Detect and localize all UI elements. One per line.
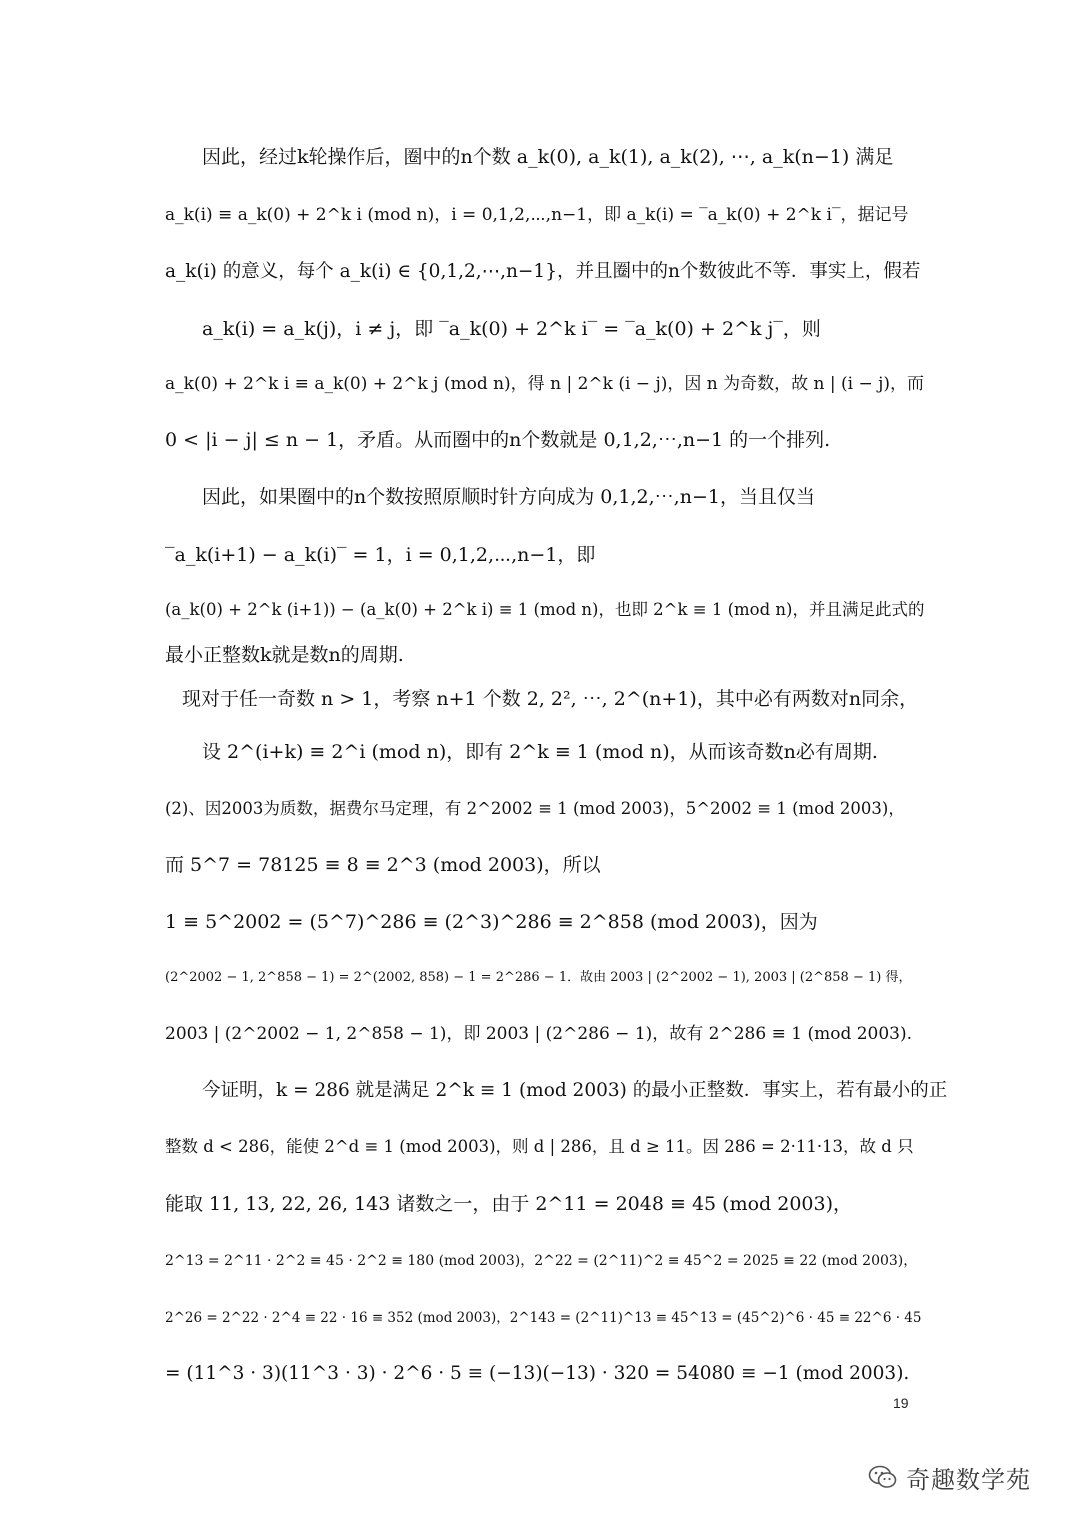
text-line-9: (a_k(0) + 2^k (i+1)) − (a_k(0) + 2^k i) ≡ 1 (mod n)，也即 2^k ≡ 1 (mod n)，并且满足此式的 — [165, 600, 925, 619]
text-line-20: 能取 11, 13, 22, 26, 143 诸数之一，由于 2^11 = 2048 ≡ 45 (mod 2003)， — [165, 1193, 852, 1215]
text-line-10: 最小正整数k就是数n的周期. — [165, 644, 404, 666]
text-line-8: ‾a_k(i+1) − a_k(i)‾ = 1，i = 0,1,2,⋯,n−1，即 — [165, 544, 596, 566]
page-number: 19 — [893, 1395, 909, 1411]
text-line-4: a_k(i) = a_k(j)，i ≠ j，即 ‾a_k(0) + 2^k i‾ = ‾a_k(0) + 2^k j‾，则 — [202, 318, 821, 340]
watermark-text: 奇趣数学苑 — [906, 1465, 1031, 1494]
text-line-14: 而 5^7 = 78125 ≡ 8 ≡ 2^3 (mod 2003)，所以 — [165, 854, 601, 876]
text-line-22: 2^26 = 2^22 · 2^4 ≡ 22 · 16 ≡ 352 (mod 2003)，2^143 = (2^11)^13 ≡ 45^13 = (45^2)^6 · 45 ≡ 22^6 · 45 — [165, 1310, 922, 1326]
text-line-13: (2)、因2003为质数，据费尔马定理，有 2^2002 ≡ 1 (mod 2003)，5^2002 ≡ 1 (mod 2003)， — [165, 799, 905, 818]
text-line-7: 因此，如果圈中的n个数按照原顺时针方向成为 0,1,2,⋯,n−1，当且仅当 — [202, 486, 815, 508]
text-line-18: 今证明，k = 286 就是满足 2^k ≡ 1 (mod 2003) 的最小正整数．事实上，若有最小的正 — [202, 1080, 948, 1101]
text-line-17: 2003 | (2^2002 − 1, 2^858 − 1)，即 2003 | (2^286 − 1)，故有 2^286 ≡ 1 (mod 2003). — [165, 1024, 913, 1044]
text-line-21: 2^13 = 2^11 · 2^2 ≡ 45 · 2^2 ≡ 180 (mod 2003)，2^22 = (2^11)^2 ≡ 45^2 = 2025 ≡ 22 (mod 2003)， — [165, 1253, 918, 1269]
text-line-6: 0 < |i − j| ≤ n − 1，矛盾。从而圈中的n个数就是 0,1,2,⋯,n−1 的一个排列. — [165, 429, 831, 451]
watermark — [868, 1460, 1031, 1494]
text-line-23: = (11^3 · 3)(11^3 · 3) · 2^6 · 5 ≡ (−13)(−13) · 320 = 54080 ≡ −1 (mod 2003). — [165, 1363, 910, 1384]
text-line-5: a_k(0) + 2^k i ≡ a_k(0) + 2^k j (mod n)，得 n | 2^k (i − j)，因 n 为奇数，故 n | (i − j)，而 — [165, 374, 925, 394]
text-line-1: 因此，经过k轮操作后，圈中的n个数 a_k(0), a_k(1), a_k(2), ⋯, a_k(n−1) 满足 — [202, 146, 894, 168]
text-line-3: a_k(i) 的意义，每个 a_k(i) ∈ {0,1,2,⋯,n−1}，并且圈中的n个数彼此不等．事实上，假若 — [165, 261, 921, 282]
text-line-2: a_k(i) ≡ a_k(0) + 2^k i (mod n)，i = 0,1,2,⋯,n−1，即 a_k(i) = ‾a_k(0) + 2^k i‾，据记号 — [165, 205, 909, 225]
text-line-19: 整数 d < 286，能使 2^d ≡ 1 (mod 2003)，则 d | 286，且 d ≥ 11。因 286 = 2·11·13，故 d 只 — [165, 1137, 914, 1156]
text-line-15: 1 ≡ 5^2002 = (5^7)^286 ≡ (2^3)^286 ≡ 2^858 (mod 2003)，因为 — [165, 911, 818, 933]
text-line-11: 现对于任一奇数 n > 1，考察 n+1 个数 2, 2², ⋯, 2^(n+1)，其中必有两数对n同余， — [182, 688, 919, 710]
text-line-12: 设 2^(i+k) ≡ 2^i (mod n)，即有 2^k ≡ 1 (mod n)，从而该奇数n必有周期. — [202, 741, 878, 763]
text-line-16: (2^2002 − 1, 2^858 − 1) = 2^(2002, 858) − 1 = 2^286 − 1．故由 2003 | (2^2002 − 1), 2003 | (2^858 − 1) 得， — [165, 970, 912, 985]
wechat-icon — [868, 1464, 898, 1490]
